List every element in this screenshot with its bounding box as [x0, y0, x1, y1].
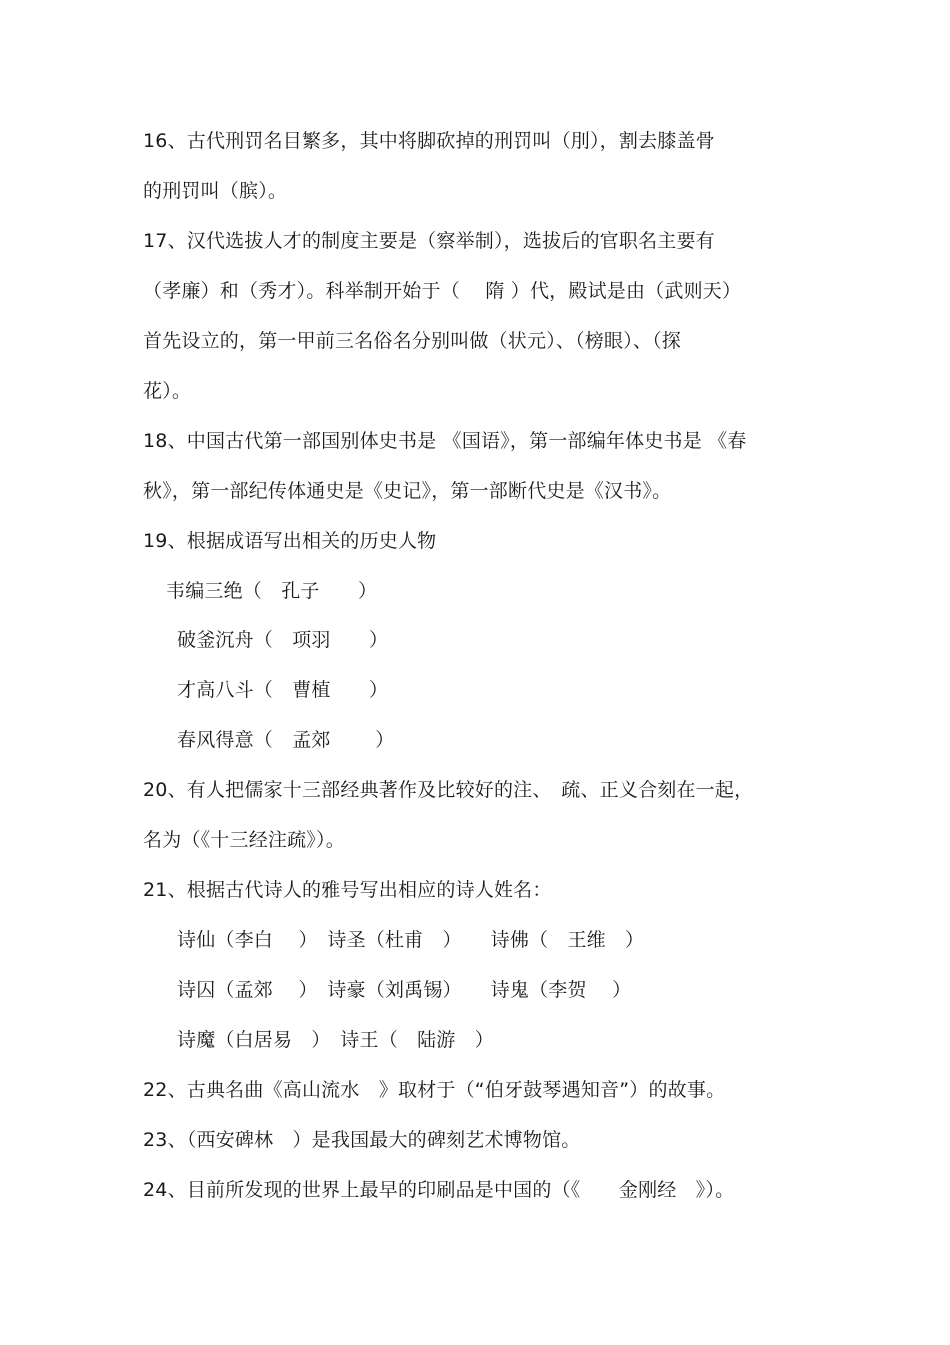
q18-line-2: 秋》，第一部纪传体通史是《史记》，第一部断代史是《汉书》。 — [143, 480, 672, 502]
q21-row-1: 诗仙（李白 ） 诗圣（杜甫 ） 诗佛（ 王维 ） — [177, 929, 645, 951]
q21-row-2: 诗囚（孟郊 ） 诗豪（刘禹锡） 诗鬼（李贺 ） — [177, 979, 632, 1001]
q19-item-2: 破釜沉舟（ 项羽 ） — [177, 629, 389, 651]
q19-item-3: 才高八斗（ 曹植 ） — [177, 679, 389, 701]
q21-heading: 21、根据古代诗人的雅号写出相应的诗人姓名： — [143, 879, 552, 901]
q19-item-1: 韦编三绝（ 孔子 ） — [166, 580, 378, 602]
q17-line-3: 首先设立的，第一甲前三名俗名分别叫做（状元）、（榜眼）、（探 — [143, 330, 682, 352]
q18-line-1: 18、中国古代第一部国别体史书是 《国语》，第一部编年体史书是 《春 — [143, 430, 747, 452]
q17-line-2: （孝廉）和（秀才）。科举制开始于（ 隋 ）代，殿试是由（武则天） — [143, 280, 742, 302]
q20-line-2: 名为（《十三经注疏》）。 — [143, 829, 345, 851]
q17-line-1: 17、汉代选拔人才的制度主要是（察举制），选拔后的官职名主要有 — [143, 230, 715, 252]
q19-item-4: 春风得意（ 孟郊 ） — [177, 729, 395, 751]
q23-line: 23、（西安碑林 ）是我国最大的碑刻艺术博物馆。 — [143, 1129, 581, 1151]
q19-heading: 19、根据成语写出相关的历史人物 — [143, 530, 437, 552]
q24-line: 24、目前所发现的世界上最早的印刷品是中国的（《 金刚经 》）。 — [143, 1179, 735, 1201]
q16-line-1: 16、古代刑罚名目繁多，其中将脚砍掉的刑罚叫（刖），割去膝盖骨 — [143, 130, 715, 152]
q16-line-2: 的刑罚叫（膑）。 — [143, 180, 288, 202]
q17-line-4: 花）。 — [143, 380, 192, 402]
q21-row-3: 诗魔（白居易 ） 诗王（ 陆游 ） — [177, 1029, 494, 1051]
q22-line: 22、古典名曲《高山流水 》取材于（“伯牙鼓琴遇知音”）的故事。 — [143, 1079, 726, 1101]
q20-line-1: 20、有人把儒家十三部经典著作及比较好的注、 疏、正义合刻在一起， — [143, 779, 754, 801]
